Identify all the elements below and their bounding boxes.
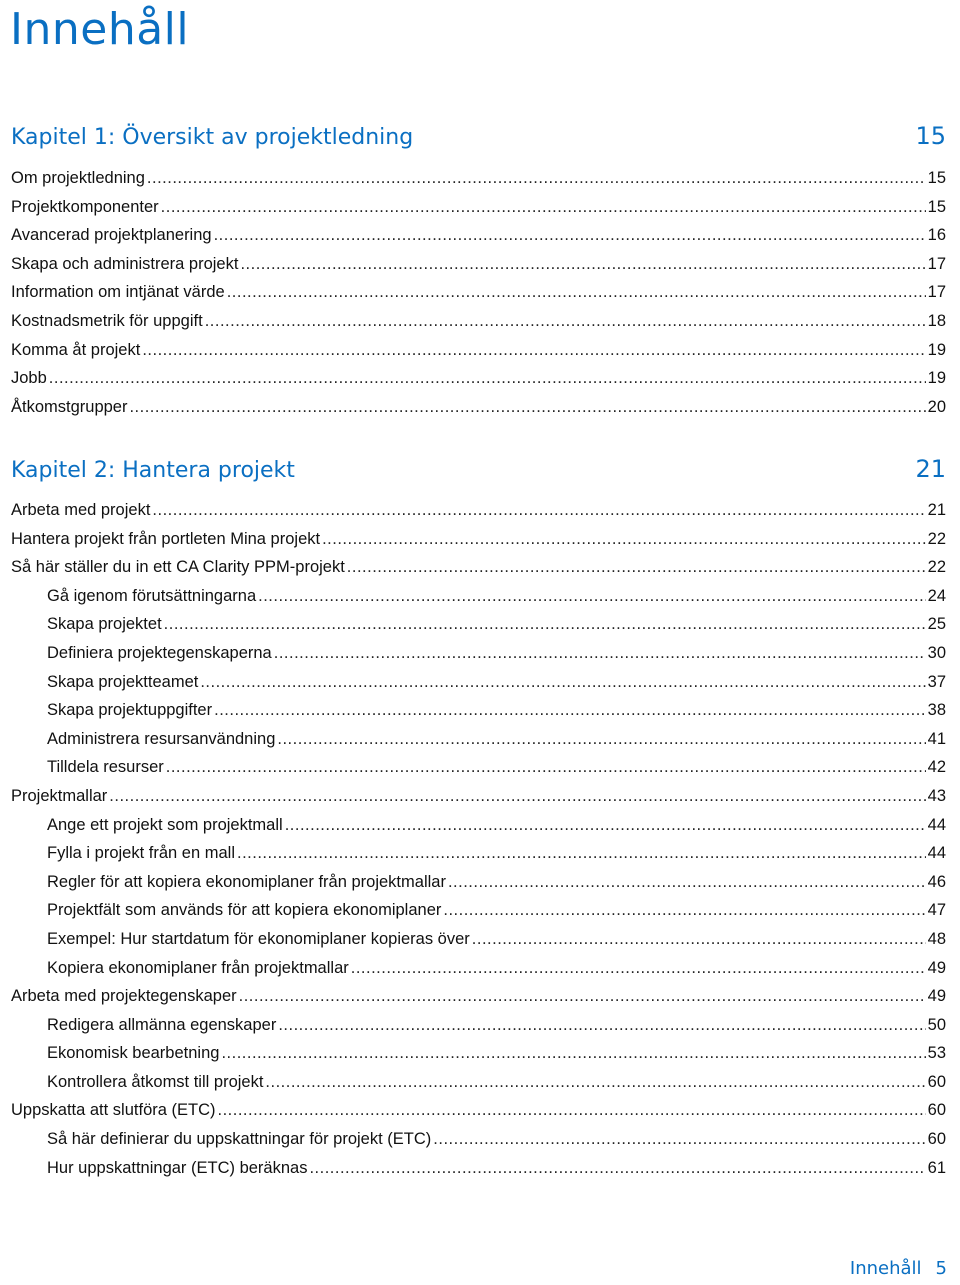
toc-entry[interactable] <box>11 221 946 250</box>
toc-entry-title: Projektmallar <box>11 786 108 805</box>
dot-leader <box>278 1011 925 1040</box>
toc-entry-title: Administrera resursanvändning <box>47 729 276 748</box>
toc-entry-page-number: 15 <box>927 169 946 187</box>
dot-leader <box>351 954 926 983</box>
dot-leader <box>277 725 925 754</box>
toc-entry-title: Uppskatta att slutföra (ETC) <box>11 1101 216 1120</box>
dot-leader <box>205 307 926 336</box>
toc-entry-title: Skapa projektuppgifter <box>47 701 213 720</box>
toc-entry[interactable] <box>11 725 946 754</box>
toc-entry[interactable] <box>11 364 946 393</box>
toc-entry-title: Projektkomponenter <box>11 197 159 216</box>
toc-entry[interactable] <box>11 164 946 193</box>
toc-entry-title: Information om intjänat värde <box>11 283 225 302</box>
toc-entry-title: Om projektledning <box>11 169 145 187</box>
toc-entry-page-number: 60 <box>927 1101 946 1120</box>
toc-entry[interactable] <box>11 782 946 811</box>
dot-leader <box>166 753 926 782</box>
chapter-page-number: 21 <box>915 455 946 483</box>
dot-leader <box>258 582 926 611</box>
toc-entry-title: Skapa projektet <box>47 615 162 634</box>
toc-entry-page-number: 22 <box>927 558 946 577</box>
toc-entry[interactable] <box>11 553 946 582</box>
toc-entry-page-number: 37 <box>927 672 946 691</box>
toc-entry[interactable] <box>11 753 946 782</box>
toc-entry[interactable] <box>11 1096 946 1125</box>
chapter-title: Kapitel 1: Översikt av projektledning <box>11 125 414 150</box>
toc-entry-page-number: 41 <box>927 729 946 748</box>
toc-entry-page-number: 60 <box>927 1072 946 1091</box>
toc-entry[interactable] <box>11 582 946 611</box>
dot-leader <box>472 925 926 954</box>
dot-leader <box>443 896 925 925</box>
toc-entry-page-number: 44 <box>927 815 946 834</box>
toc-entry[interactable] <box>11 496 946 525</box>
dot-leader <box>221 1039 925 1068</box>
toc-entry-page-number: 18 <box>927 311 946 330</box>
dot-leader <box>265 1068 925 1097</box>
toc-entry-page-number: 46 <box>927 872 946 891</box>
toc-entry-page-number: 47 <box>927 901 946 920</box>
chapter-heading[interactable] <box>11 454 946 486</box>
toc-entry-page-number: 21 <box>927 501 946 519</box>
toc-entry[interactable] <box>11 278 946 307</box>
toc-entry-title: Åtkomstgrupper <box>11 397 128 416</box>
toc-entry[interactable] <box>11 250 946 279</box>
toc-entry-page-number: 60 <box>927 1130 946 1149</box>
toc-entry-title: Exempel: Hur startdatum för ekonomiplaner kopieras över <box>47 929 470 948</box>
toc-entry-title: Så här ställer du in ett CA Clarity PPM-projekt <box>11 558 345 577</box>
toc-entry-page-number: 16 <box>927 226 946 245</box>
toc-entry[interactable] <box>11 696 946 725</box>
toc-entry-page-number: 49 <box>927 987 946 1006</box>
toc-entry[interactable] <box>11 193 946 222</box>
dot-leader <box>214 696 926 725</box>
toc-entry-title: Komma åt projekt <box>11 340 141 359</box>
dot-leader <box>237 839 926 868</box>
dot-leader <box>164 610 926 639</box>
toc-entry-title: Jobb <box>11 369 47 388</box>
dot-leader <box>240 250 925 279</box>
dot-leader <box>152 496 925 525</box>
toc-entry[interactable] <box>11 1039 946 1068</box>
toc-entry-title: Fylla i projekt från en mall <box>47 844 235 863</box>
toc-entry-title: Kostnadsmetrik för uppgift <box>11 311 203 330</box>
footer-label: Innehåll <box>849 1258 922 1279</box>
dot-leader <box>239 982 926 1011</box>
dot-leader <box>448 868 926 897</box>
dot-leader <box>200 668 925 697</box>
toc-entry-title: Arbeta med projektegenskaper <box>11 987 237 1006</box>
toc-entry-title: Avancerad projektplanering <box>11 226 212 245</box>
dot-leader <box>322 525 926 554</box>
toc-entry-title: Ange ett projekt som projektmall <box>47 815 283 834</box>
toc-entry-page-number: 50 <box>927 1015 946 1034</box>
toc-list <box>11 164 946 421</box>
toc-entry[interactable] <box>11 982 946 1011</box>
toc-entry-title: Kontrollera åtkomst till projekt <box>47 1072 264 1091</box>
dot-leader <box>218 1096 926 1125</box>
dot-leader <box>161 193 926 222</box>
toc-entry[interactable] <box>11 896 946 925</box>
footer-page-number: 5 <box>935 1258 947 1279</box>
toc-entry-page-number: 49 <box>927 958 946 977</box>
toc-entry-title: Regler för att kopiera ekonomiplaner från projektmallar <box>47 872 446 891</box>
toc-entry[interactable] <box>11 336 946 365</box>
toc-entry[interactable] <box>11 1068 946 1097</box>
toc-entry-page-number: 30 <box>927 643 946 662</box>
dot-leader <box>129 393 925 422</box>
toc-entry-page-number: 22 <box>927 529 946 548</box>
toc-entry-page-number: 17 <box>927 283 946 302</box>
toc-entry-title: Skapa projektteamet <box>47 672 199 691</box>
toc-entry-title: Hur uppskattningar (ETC) beräknas <box>47 1158 308 1177</box>
chapter-heading[interactable] <box>11 121 946 153</box>
toc-entry-page-number: 38 <box>927 701 946 720</box>
toc-entry[interactable] <box>11 393 946 422</box>
chapter-title: Kapitel 2: Hantera projekt <box>11 458 295 483</box>
toc-entry-page-number: 48 <box>927 929 946 948</box>
toc-entry[interactable] <box>11 868 946 897</box>
page-title: Innehåll <box>10 4 190 55</box>
toc-entry-title: Redigera allmänna egenskaper <box>47 1015 277 1034</box>
toc-entry-page-number: 15 <box>927 197 946 216</box>
toc-entry-page-number: 20 <box>927 397 946 416</box>
toc-entry[interactable] <box>11 610 946 639</box>
toc-entry-page-number: 61 <box>927 1158 946 1177</box>
toc-entry-title: Tilldela resurser <box>47 758 164 777</box>
toc-entry-title: Skapa och administrera projekt <box>11 254 239 273</box>
dot-leader <box>214 221 926 250</box>
toc-entry[interactable] <box>11 525 946 554</box>
toc-entry[interactable] <box>11 1011 946 1040</box>
toc-entry[interactable] <box>11 1125 946 1154</box>
dot-leader <box>49 364 926 393</box>
toc-entry-page-number: 44 <box>927 844 946 863</box>
toc-entry-title: Så här definierar du uppskattningar för projekt (ETC) <box>47 1130 432 1149</box>
page-footer <box>850 1258 947 1279</box>
dot-leader <box>227 278 926 307</box>
toc-entry-page-number: 42 <box>927 758 946 777</box>
chapter-page-number: 15 <box>915 122 946 150</box>
toc-entry-page-number: 24 <box>927 586 946 605</box>
toc-entry[interactable] <box>11 925 946 954</box>
dot-leader <box>147 164 926 193</box>
dot-leader <box>285 811 926 840</box>
toc-entry-title: Ekonomisk bearbetning <box>47 1044 220 1063</box>
toc-entry-title: Definiera projektegenskaperna <box>47 643 272 662</box>
toc-entry[interactable] <box>11 639 946 668</box>
toc-list <box>11 496 946 1182</box>
dot-leader <box>309 1154 925 1183</box>
toc-entry[interactable] <box>11 954 946 983</box>
toc-entry-page-number: 19 <box>927 340 946 359</box>
toc-entry-page-number: 17 <box>927 254 946 273</box>
toc-entry-page-number: 25 <box>927 615 946 634</box>
toc-entry[interactable] <box>11 1154 946 1183</box>
dot-leader <box>433 1125 925 1154</box>
toc-entry-title: Gå igenom förutsättningarna <box>47 586 257 605</box>
toc-entry-title: Hantera projekt från portleten Mina projekt <box>11 529 321 548</box>
toc-entry-page-number: 19 <box>927 369 946 388</box>
dot-leader <box>274 639 926 668</box>
toc-entry-title: Kopiera ekonomiplaner från projektmallar <box>47 958 349 977</box>
toc-entry-title: Arbeta med projekt <box>11 501 151 519</box>
dot-leader <box>347 553 926 582</box>
toc-entry[interactable] <box>11 839 946 868</box>
toc-entry-page-number: 53 <box>927 1044 946 1063</box>
dot-leader <box>142 336 925 365</box>
toc-entry[interactable] <box>11 811 946 840</box>
toc-entry[interactable] <box>11 668 946 697</box>
dot-leader <box>109 782 925 811</box>
toc-entry-title: Projektfält som används för att kopiera ekonomiplaner <box>47 901 442 920</box>
toc-entry[interactable] <box>11 307 946 336</box>
toc-entry-page-number: 43 <box>927 786 946 805</box>
